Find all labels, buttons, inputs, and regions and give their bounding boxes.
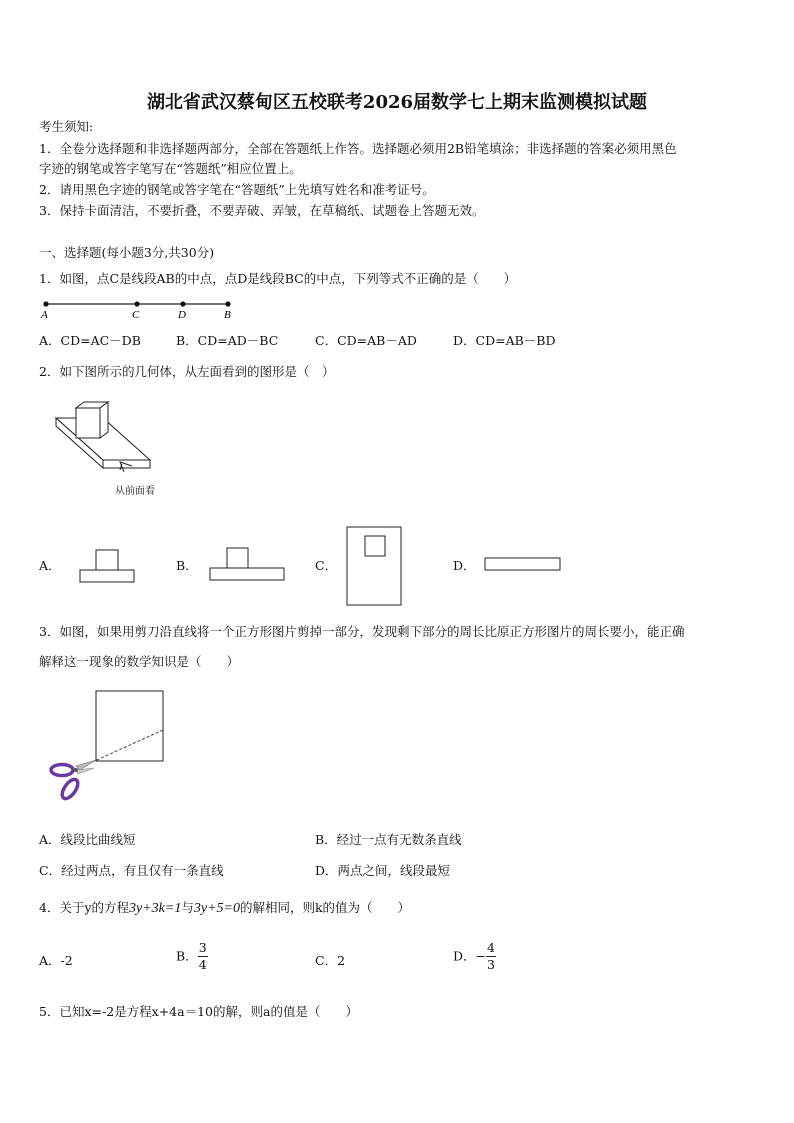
section-heading: 一、选择题(每小题3分,共30分) (39, 245, 215, 260)
q2-option-d-letter[interactable]: D． (453, 558, 476, 573)
q4-option-c: C．2 (315, 953, 346, 968)
q1-option-b: B．CD=AD－BC (176, 333, 279, 348)
q1-segment-figure (38, 298, 238, 320)
q2-option-d-shape (484, 557, 564, 573)
q4-option-d-letter: D． (453, 948, 476, 964)
q3-stem-line2: 解释这一现象的数学知识是（ ） (39, 654, 240, 669)
q2-option-b-shape (208, 546, 288, 582)
fraction-denominator: 3 (487, 957, 495, 972)
q3-option-d: D．两点之间，线段最短 (315, 863, 451, 878)
q4-option-d (453, 940, 496, 973)
q3-option-b: B．经过一点有无数条直线 (315, 832, 462, 847)
q3-scissors-figure (48, 690, 173, 805)
q4-stem (39, 898, 410, 919)
notice-item-3: 3．保持卡面清洁，不要折叠，不要弄破、弄皱，在草稿纸、试题卷上答题无效。 (39, 203, 485, 218)
fraction-numerator: 4 (487, 940, 495, 955)
q2-view-label: 从前面看 (115, 486, 155, 497)
q4-equation-1: 3y+3k=1 (129, 901, 182, 916)
minus-sign: − (475, 948, 487, 964)
point-label-b: B (224, 309, 231, 321)
q4-stem-mid: 与 (181, 900, 194, 915)
q4-option-b (176, 940, 208, 973)
q2-option-a-shape (78, 548, 138, 584)
q1-option-d: D．CD=AB－BD (453, 333, 556, 348)
q1-stem: 1．如图，点C是线段AB的中点，点D是线段BC的中点，下列等式不正确的是（ ） (39, 271, 517, 286)
q4-option-b-letter: B． (176, 948, 198, 964)
point-label-a: A (41, 309, 48, 321)
point-label-c: C (132, 309, 140, 321)
notice-item-2: 2．请用黑色字迹的钢笔或答字笔在“答题纸”上先填写姓名和准考证号。 (39, 182, 435, 197)
q4-option-d-fraction (486, 940, 496, 973)
notice-item-1: 1．全卷分选择题和非选择题两部分，全部在答题纸上作答。选择题必须用2B铅笔填涂；非选择题的答案必须用黑色 (39, 141, 677, 156)
q2-solid-figure (50, 400, 160, 470)
notice-item-1-cont: 字迹的钢笔或答字笔写在“答题纸”相应位置上。 (39, 161, 302, 176)
q5-stem: 5．已知x=-2是方程x+4a＝10的解，则a的值是（ ） (39, 1004, 358, 1019)
q3-option-c: C．经过两点，有且仅有一条直线 (39, 863, 224, 878)
q1-option-a: A．CD=AC－DB (39, 333, 141, 348)
page-title: 湖北省武汉蔡甸区五校联考2026届数学七上期末监测模拟试题 (146, 92, 648, 113)
q4-option-a: A．-2 (39, 953, 73, 968)
q2-stem: 2．如下图所示的几何体，从左面看到的图形是（ ） (39, 364, 335, 379)
q3-option-a: A．线段比曲线短 (39, 832, 136, 847)
notice-heading: 考生须知: (39, 119, 94, 134)
q1-option-c: C．CD=AB－AD (315, 333, 417, 348)
q4-stem-suffix: 的解相同，则k的值为（ ） (239, 900, 411, 915)
q2-option-c-letter[interactable]: C． (315, 558, 338, 573)
q4-stem-prefix: 4．关于y的方程 (39, 900, 130, 915)
q2-option-c-shape (345, 525, 405, 607)
fraction-denominator: 4 (198, 957, 207, 972)
q4-option-b-fraction (198, 940, 208, 973)
q3-stem-line1: 3．如图，如果用剪刀沿直线将一个正方形图片剪掉一部分，发现剩下部分的周长比原正方形图片的周长要小，能正确 (39, 624, 685, 639)
point-label-d: D (178, 309, 186, 321)
q2-option-a-letter[interactable]: A． (39, 558, 61, 573)
q2-option-b-letter[interactable]: B． (176, 558, 198, 573)
q4-equation-2: 3y+5=0 (193, 901, 240, 916)
fraction-numerator: 3 (198, 940, 207, 955)
